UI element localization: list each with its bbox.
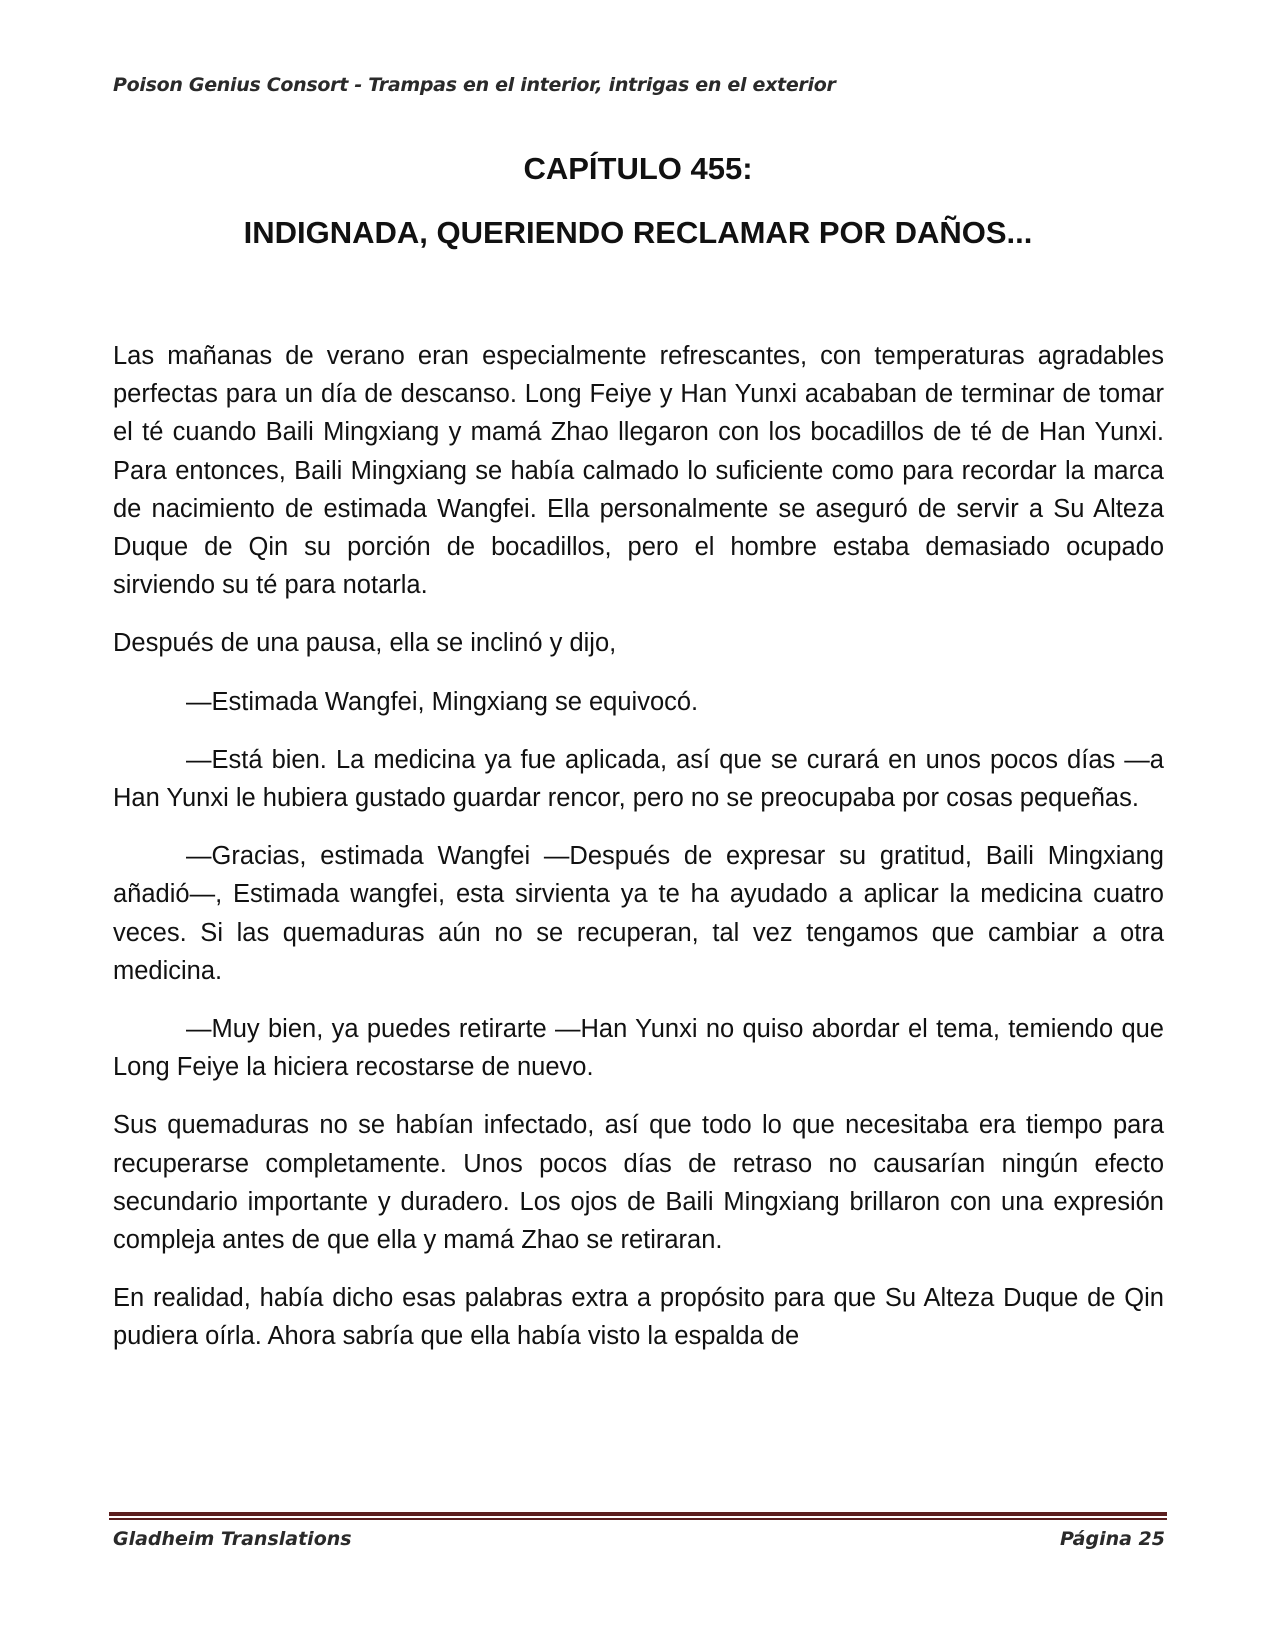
footer-divider-thin-line — [109, 1518, 1167, 1520]
dialogue-paragraph: —Muy bien, ya puedes retirarte —Han Yunxi no quiso abordar el tema, temiendo que Long Feiye la hiciera recostarse de nuevo. — [113, 1015, 1164, 1082]
dialogue-paragraph: —Gracias, estimada Wangfei —Después de expresar su gratitud, Baili Mingxiang añadió—, Estimada wangfei, esta sirvienta ya te ha ayudado a aplicar la medicina cuatro veces. Si las quemaduras aún no se recuperan, tal vez tengamos que cambiar a otra medicina. — [113, 842, 1164, 985]
paragraph: Las mañanas de verano eran especialmente refrescantes, con temperaturas agradables perfectas para un día de descanso. Long Feiye y Han Yunxi acababan de terminar de tomar el té cuando Baili Mingxiang y mamá Zhao llegaron con los bocadillos de té de Han Yunxi. Para entonces, Baili Mingxiang se había calmado lo suficiente como para recordar la marca de nacimiento de estimada Wangfei. Ella personalmente se aseguró de servir a Su Alteza Duque de Qin su porción de bocadillos, pero el hombre estaba demasiado ocupado sirviendo su té para notarla. — [113, 342, 1164, 600]
chapter-title: INDIGNADA, QUERIENDO RECLAMAR POR DAÑOS... — [243, 215, 1033, 250]
dialogue-paragraph: —Estimada Wangfei, Mingxiang se equivocó. — [186, 687, 699, 716]
footer-divider — [109, 1512, 1167, 1520]
body-text — [113, 337, 1164, 1356]
running-header: Poison Genius Consort - Trampas en el interior, intrigas en el exterior — [113, 74, 836, 96]
chapter-number: CAPÍTULO 455: — [523, 151, 753, 186]
footer-page-number: Página 25 — [1059, 1528, 1165, 1550]
paragraph: Después de una pausa, ella se inclinó y dijo, — [113, 629, 617, 658]
paragraph: En realidad, había dicho esas palabras extra a propósito para que Su Alteza Duque de Qin pudiera oírla. Ahora sabría que ella había visto la espalda de — [113, 1284, 1164, 1351]
footer-divider-thick-line — [109, 1512, 1167, 1516]
paragraph: Sus quemaduras no se habían infectado, así que todo lo que necesitaba era tiempo para recuperarse completamente. Unos pocos días de retraso no causarían ningún efecto secundario importante y duradero. Los ojos de Baili Mingxiang brillaron con una expresión compleja antes de que ella y mamá Zhao se retiraran. — [113, 1111, 1164, 1255]
dialogue-paragraph: —Está bien. La medicina ya fue aplicada, así que se curará en unos pocos días —a Han Yunxi le hubiera gustado guardar rencor, pero no se preocupaba por cosas pequeñas. — [113, 745, 1164, 813]
footer-publisher: Gladheim Translations — [113, 1528, 352, 1550]
